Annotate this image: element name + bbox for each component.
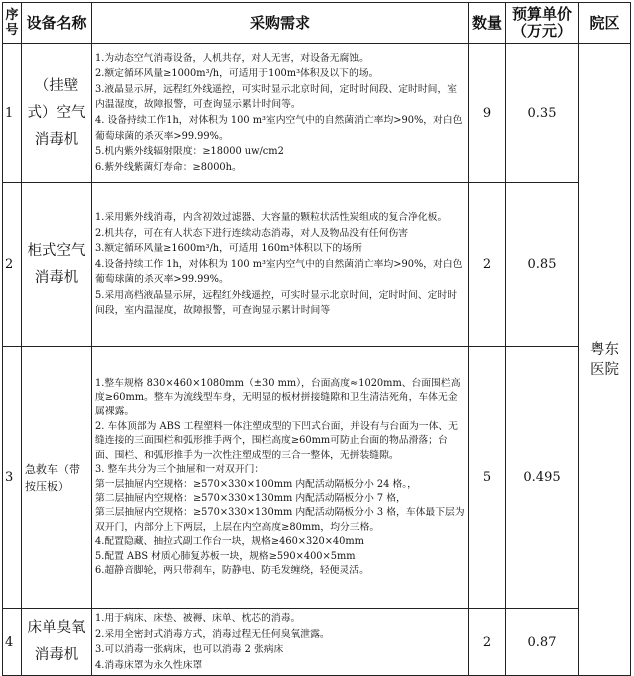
table-row [3, 609, 631, 676]
header-hospital-branch: 院区 [579, 3, 631, 44]
quantity: 2 [469, 183, 506, 347]
budget-unit-price: 0.495 [506, 347, 579, 609]
requirement-line: 第三层抽屉内空规格：≥570×330×130mm 内配活动隔板分小 3 格，车体最下层为双开门，内部分上下两层，上层在内空高度≥80mm，均分三格。 [95, 507, 465, 533]
requirement-line: 6.紫外线紫菌灯寿命：≥8000h。 [95, 161, 242, 173]
table-row [3, 183, 631, 347]
requirements-cell [92, 183, 469, 347]
header-quantity: 数量 [469, 3, 506, 44]
row-index: 3 [3, 347, 22, 609]
device-name: （挂壁式）空气消毒机 [22, 44, 92, 183]
budget-unit-price: 0.87 [506, 609, 579, 676]
quantity: 2 [469, 609, 506, 676]
device-name: 急救车（带按压板） [22, 347, 92, 609]
requirements-cell [92, 44, 469, 183]
header-budget-unit-price: 预算单价（万元） [506, 3, 579, 44]
requirement-line: 5.采用高档液晶显示屏，远程红外线遥控，可实时显示北京时间，定时时间、定时时间段，室内温湿度，故障报警，可查询显示累计时间等 [95, 289, 458, 317]
requirement-line: 4.消毒床罩为永久性床罩 [95, 659, 203, 671]
budget-unit-price: 0.35 [506, 44, 579, 183]
requirement-line: 1.整车规格 830×460×1080mm（±30 mm），台面高度≈1020mm、台面围栏高度≥60mm。整车为流线型车身，无明显的板材拼接缝隙和卫生清洁死角，车体无金属裸露。 [95, 377, 461, 418]
requirement-line: 1.用于病床、床垫、被褥、床单、枕芯的消毒。 [95, 613, 301, 624]
row-index: 2 [3, 183, 22, 347]
requirement-line: 5.机内紫外线辐射限度：≥18000 uw/cm2 [95, 146, 284, 158]
requirement-line: 1.为动态空气消毒设备，人机共存，对人无害，对设备无腐蚀。 [95, 52, 369, 64]
header-index: 序号 [3, 3, 22, 44]
row-index: 1 [3, 44, 22, 183]
header-device-name: 设备名称 [22, 3, 92, 44]
quantity: 9 [469, 44, 506, 183]
requirement-line: 4.设备持续工作 1h，对体积为 100 m³室内空气中的自然菌消亡率均>90%，对白色葡萄球菌的杀灭率>99.99%。 [95, 258, 463, 286]
requirement-line: 4.配置隐藏、抽拉式副工作台一块，规格≥460×320×40mm [95, 536, 364, 548]
device-name: 柜式空气消毒机 [22, 183, 92, 347]
requirement-line: 2. 车体顶部为 ABS 工程塑料一体注塑成型的下凹式台面，并设有与台面为一体、无缝连接的三面围栏和弧形推手两个，围栏高度≥60mm可防止台面的物品滑落；台面、围栏、和弧形推手为一次性注塑成型的三合一整体，无拼装缝隙。 [95, 420, 458, 461]
device-name: 床单臭氧消毒机 [22, 609, 92, 676]
header-row [3, 3, 631, 44]
table-row [3, 44, 631, 183]
requirements-cell [92, 609, 469, 676]
quantity: 5 [469, 347, 506, 609]
requirement-line: 3.可以消毒一张病床，也可以消毒 2 张病床 [95, 644, 284, 656]
requirement-line: 2.机共存，可在有人状态下进行连续动态消毒，对人及物品没有任何伤害 [95, 227, 409, 239]
requirement-line: 第二层抽屉内空规格：≥570×330×130mm 内配活动隔板分小 7 格， [95, 492, 406, 504]
budget-unit-price: 0.85 [506, 183, 579, 347]
header-requirements: 采购需求 [92, 3, 469, 44]
hospital-branch: 粤东医院 [579, 44, 631, 676]
requirement-line: 2.采用全密封式消毒方式，消毒过程无任何臭氧泄露。 [95, 628, 330, 640]
requirement-line: 1.采用紫外线消毒，内含初效过滤器、大容量的颗粒状活性炭组成的复合净化板。 [95, 211, 448, 223]
requirement-line: 2.额定循环风量≥1000m³/h，可适用于100m³体积及以下的场。 [95, 68, 379, 80]
row-index: 4 [3, 609, 22, 676]
table-row [3, 347, 631, 609]
requirement-line: 3.额定循环风量≥1600m³/h，可适用 160m³体积以下的场所 [95, 243, 362, 255]
requirements-cell [92, 347, 469, 609]
requirement-line: 3. 整车共分为三个抽屉和一对双开门： [95, 464, 265, 476]
requirement-line: 第一层抽屉内空规格：≥570×330×100mm 内配活动隔板分小 24 格。， [95, 478, 417, 490]
requirement-line: 5.配置 ABS 材质心肺复苏板一块，规格≥590×400×5mm [95, 550, 356, 562]
requirement-line: 6.超静音脚轮，两只带刹车，防静电、防毛发缠绕，轻便灵活。 [95, 564, 369, 576]
requirement-line: 3.液晶显示屏，远程红外线遥控，可实时显示北京时间，定时时间段、定时时间，室内温湿度，故障报警，可查询显示累计时间等。 [95, 83, 458, 111]
procurement-table [2, 2, 631, 676]
requirement-line: 4. 设备持续工作1h，对体积为 100 m³室内空气中的自然菌消亡率均>90%，对白色葡萄球菌的杀灭率>99.99%。 [95, 115, 463, 142]
